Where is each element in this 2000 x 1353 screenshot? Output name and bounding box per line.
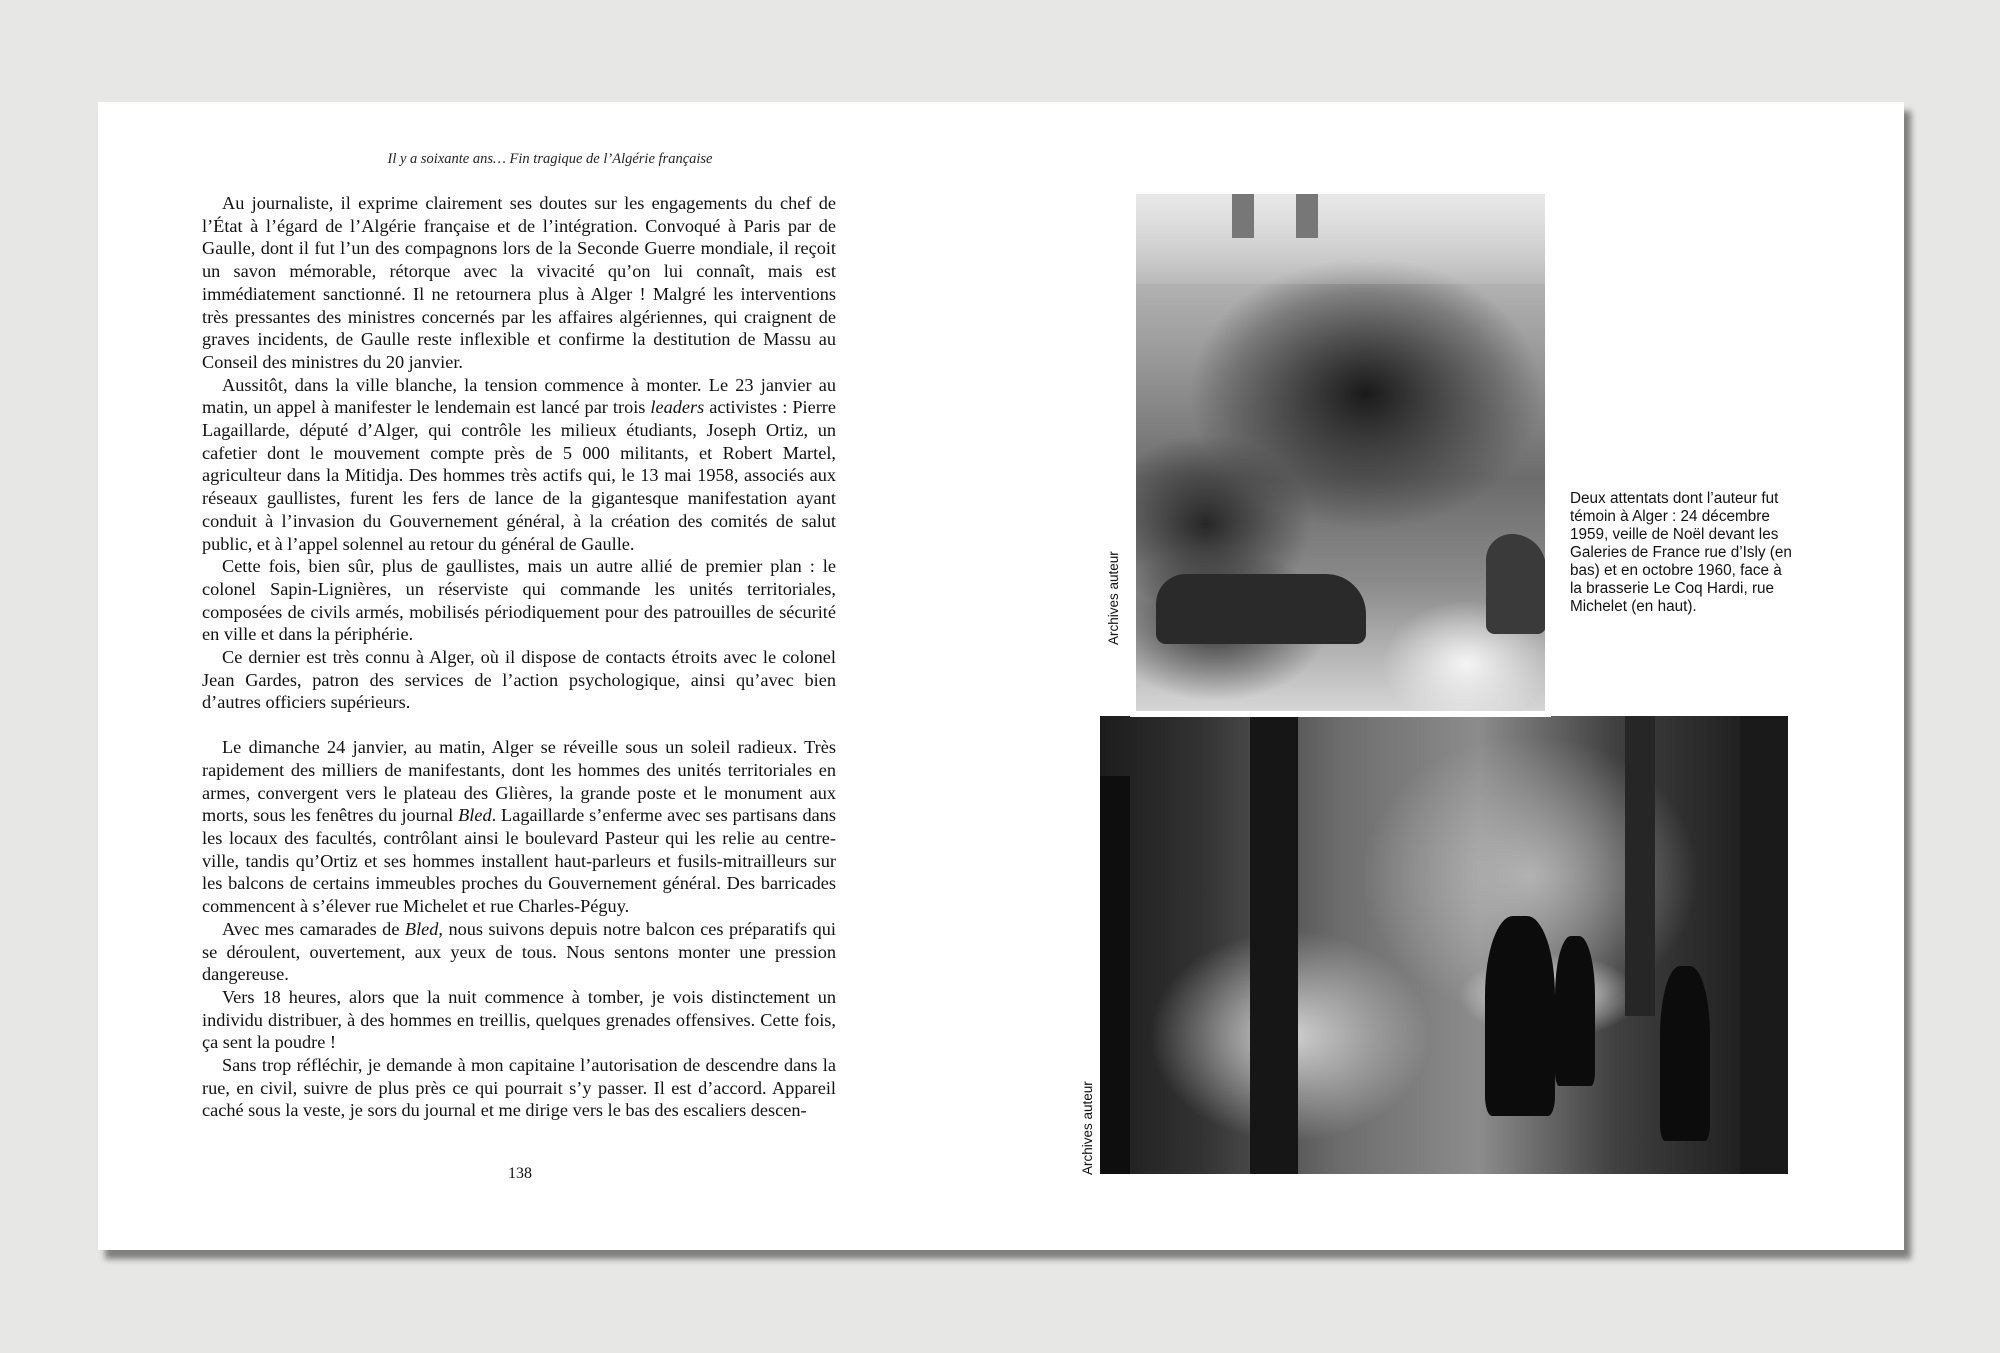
- photo-credit-bottom: Archives auteur: [1080, 1081, 1095, 1175]
- pillar: [1740, 716, 1788, 1174]
- photo-caption: Deux attentats dont l’auteur fut témoin à Alger : 24 décembre 1959, veille de Noël devant les Galeries de France rue d’Isly (en bas) et en octobre 1960, face à la brasserie Le Coq Hardi, rue Michelet (en haut).: [1570, 490, 1792, 615]
- section-break: [202, 714, 836, 736]
- silhouette-person: [1485, 916, 1555, 1116]
- page-number: 138: [508, 1165, 532, 1182]
- tree-trunk: [1250, 716, 1298, 1174]
- paragraph: Vers 18 heures, alors que la nuit commence à tomber, je vois distinctement un individu distribuer, à des hommes en treillis, quelques grenades offensives. Cette fois, ça sent la poudre !: [202, 986, 836, 1053]
- paragraph: Ce dernier est très connu à Alger, où il dispose de contacts étroits avec le colonel Jean Gardes, patron des services de l’action psychologique, ainsi qu’avec bien d’autres officiers supérieurs.: [202, 647, 836, 713]
- silhouette-person: [1660, 966, 1710, 1141]
- tree-trunk: [1100, 776, 1130, 1174]
- silhouette-person: [1555, 936, 1595, 1086]
- paragraph: Avec mes camarades de Bled, nous suivons depuis notre balcon ces préparatifs qui se déroulent, ouvertement, aux yeux de tous. Nous sentons monter une pression dangereuse.: [202, 918, 836, 985]
- photo-burning-car: [1136, 194, 1545, 711]
- building-facade: [1136, 194, 1545, 284]
- window: [1232, 194, 1254, 238]
- running-head: Il y a soixante ans… Fin tragique de l’Algérie française: [387, 151, 713, 167]
- paragraph: Au journaliste, il exprime clairement ses doutes sur les engagements du chef de l’État à l’égard de l’Algérie française et de l’intégration. Convoqué à Paris par de Gaulle, dont il fut l’un des compagnons lors de la Seconde Guerre mondiale, il reçoit un savon mémorable, rétorque avec la vivacité qu’on lui connaît, mais est immédiatement sanctionné. Il ne retournera plus à Alger ! Malgré les interventions très pressantes des ministres concernés par les affaires algériennes, qui craignent de graves incidents, de Gaulle reste inflexible et confirme la destitution de Massu au Conseil des ministres du 20 janvier.: [202, 193, 836, 372]
- car-wreck: [1156, 574, 1366, 644]
- paragraph: Aussitôt, dans la ville blanche, la tension commence à monter. Le 23 janvier au matin, un appel à manifester le lendemain est lancé par trois leaders activistes : Pierre Lagaillarde, député d’Alger, qui contrôle les milieux étudiants, Joseph Ortiz, un cafetier dont le mouvement compte près de 5 000 militants, et Robert Martel, agriculteur dans la Mitidja. Des hommes très actifs qui, le 13 mai 1958, associés aux réseaux gaullistes, furent les fers de lance de la gigantesque manifestation ayant conduit à l’invasion du Gouvernement général, à la création des comités de salut public, et à l’appel solennel au retour du général de Gaulle.: [202, 374, 836, 554]
- photo-street-explosion: [1100, 716, 1788, 1174]
- photo-credit-top: Archives auteur: [1106, 551, 1121, 645]
- car-wreck: [1486, 534, 1545, 634]
- paragraph: Le dimanche 24 janvier, au matin, Alger se réveille sous un soleil radieux. Très rapidement des milliers de manifestants, dont les hommes des unités territoriales en armes, convergent vers le plateau des Glières, la grande poste et le monument aux morts, sous les fenêtres du journal Bled. Lagaillarde s’enferme avec ses partisans dans les locaux des facultés, contrôlant ainsi le boulevard Pasteur qui les relie au centre-ville, tandis qu’Ortiz et ses hommes installent haut-parleurs et fusils-mitrailleurs sur les balcons de certains immeubles proches du Gouvernement général. Des barricades commencent à s’élever rue Michelet et rue Charles-Péguy.: [202, 737, 836, 917]
- paragraph: Sans trop réfléchir, je demande à mon capitaine l’autorisation de descendre dans la rue, en civil, suivre de plus près ce qui pourrait s’y passer. Il est d’accord. Appareil caché sous la veste, je sors du journal et me dirige vers le bas des escaliers descen-: [202, 1055, 836, 1121]
- window: [1296, 194, 1318, 238]
- tree-trunk: [1625, 716, 1655, 1016]
- paragraph: Cette fois, bien sûr, plus de gaullistes, mais un autre allié de premier plan : le colonel Sapin-Lignières, un réserviste qui commande les unités territoriales, composées de civils armés, mobilisés périodiquement pour des patrouilles de sécurité en ville et dans la périphérie.: [202, 556, 836, 645]
- body-text: [202, 192, 836, 1122]
